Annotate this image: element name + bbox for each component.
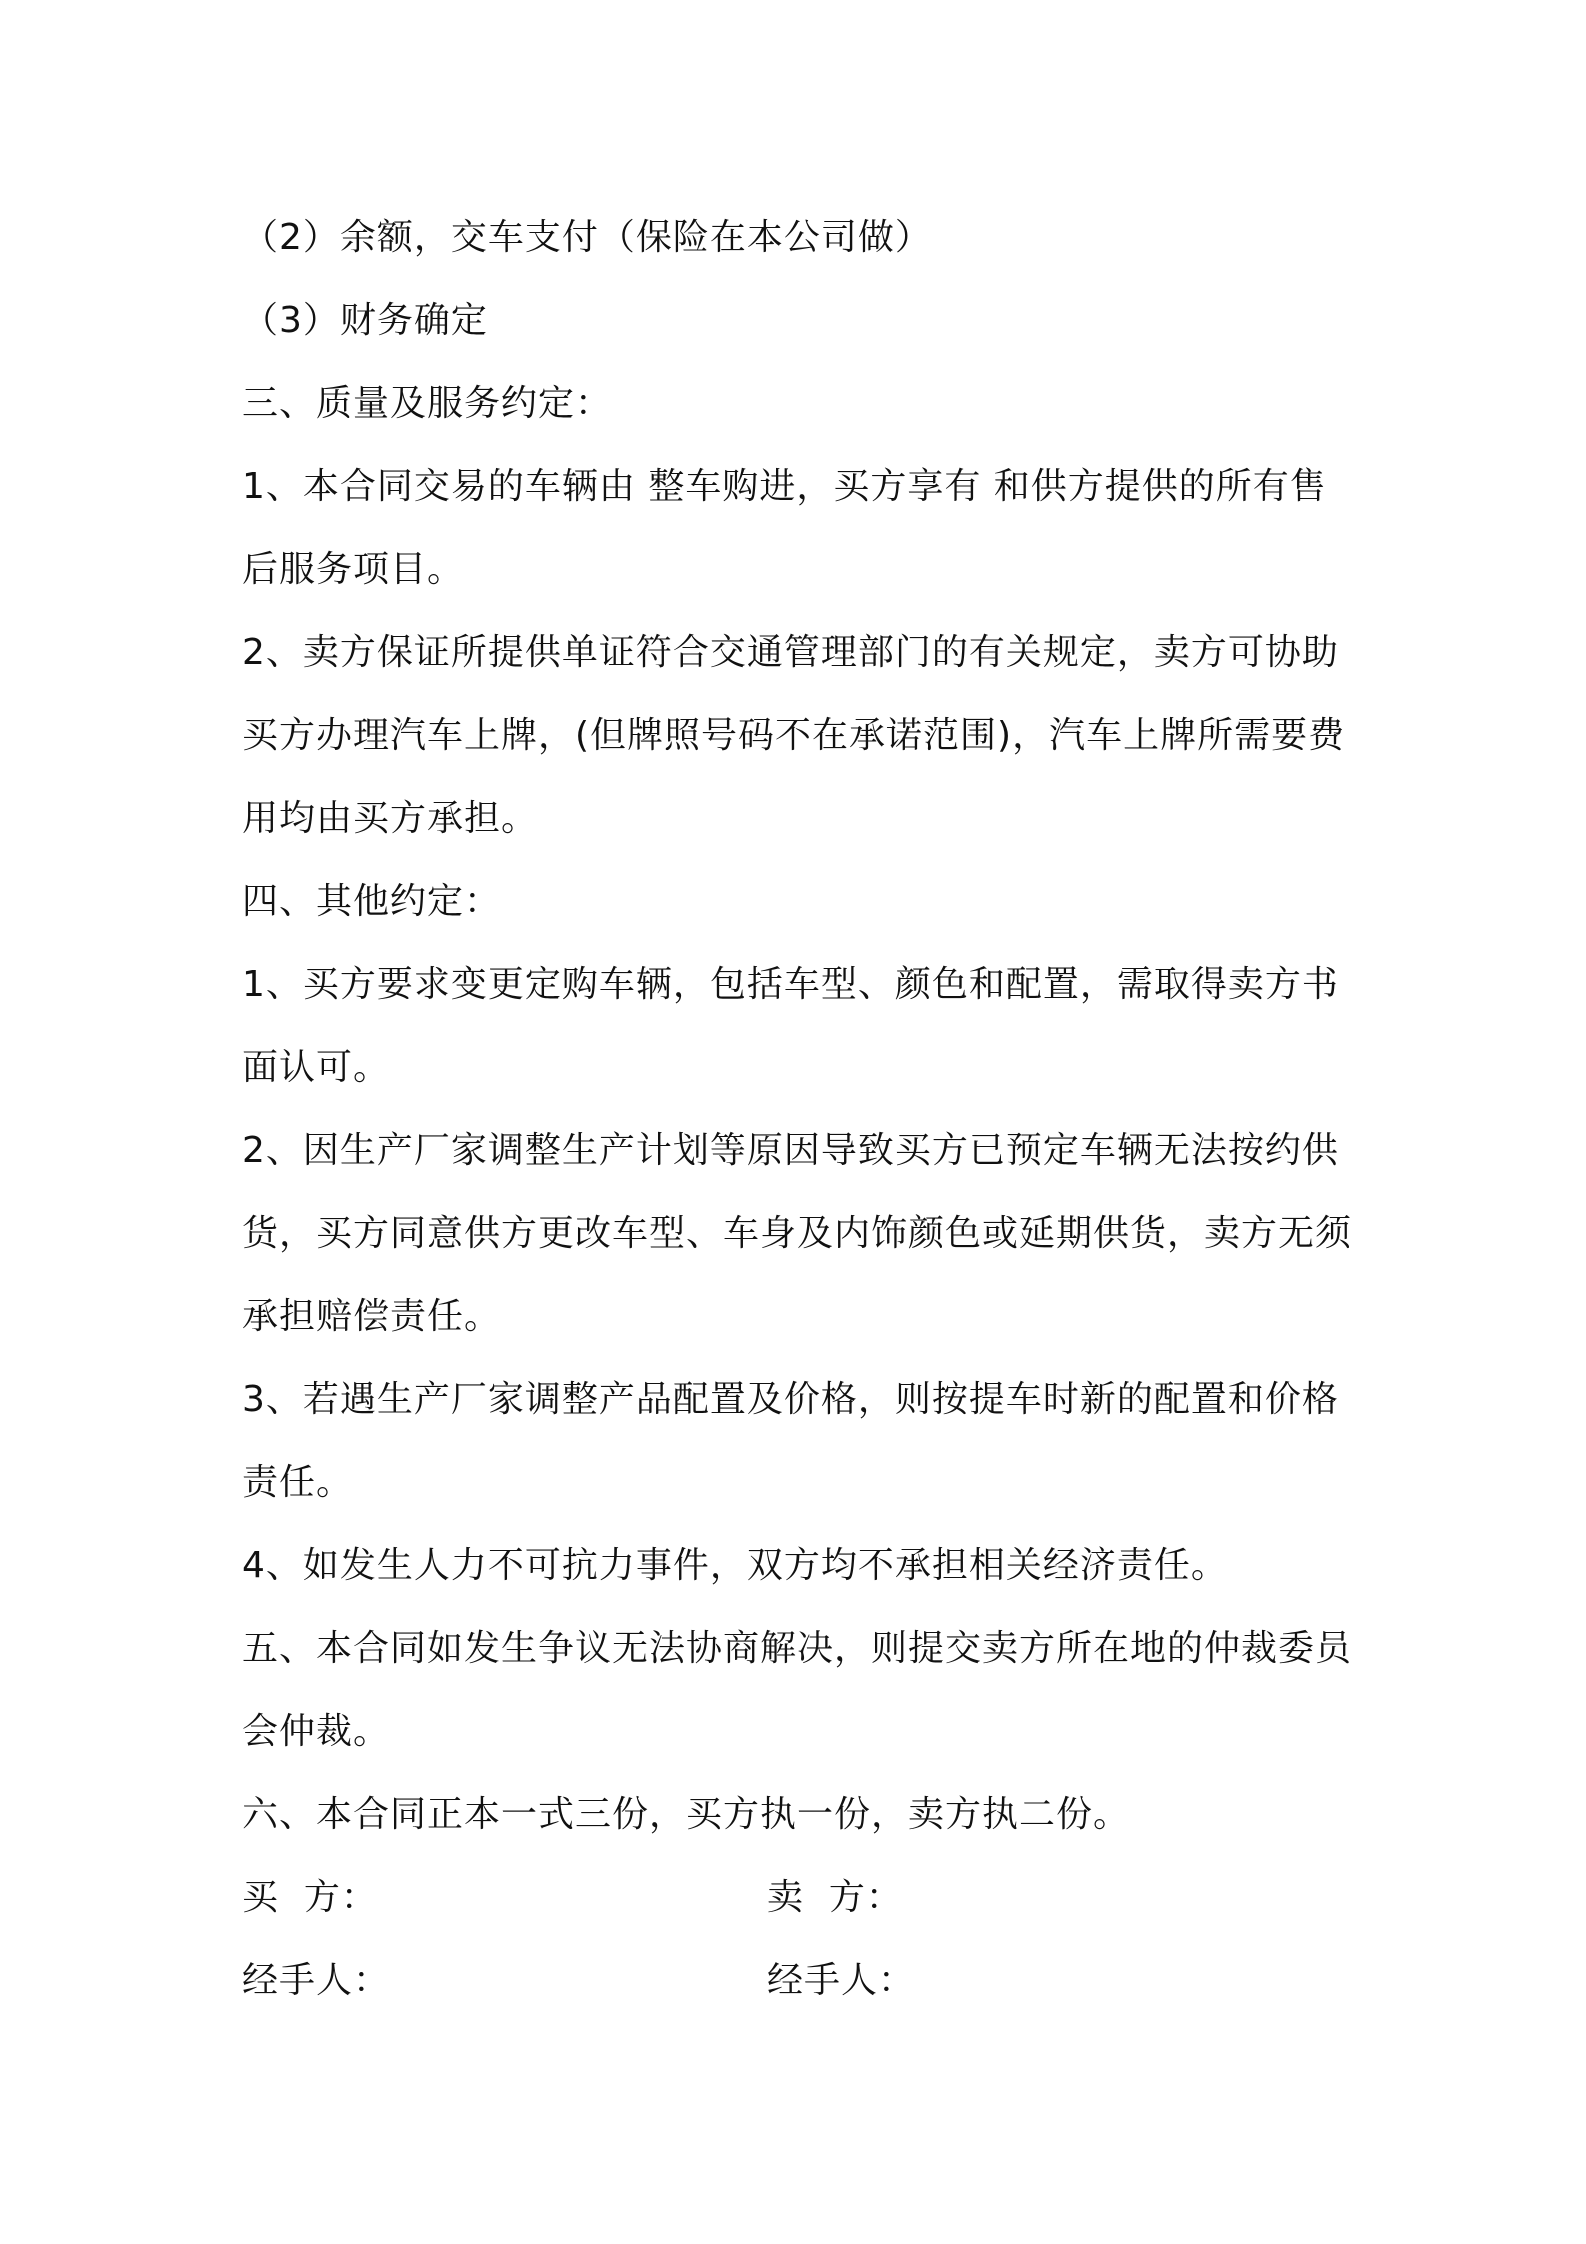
quality-clause-1: 1、本合同交易的车辆由 整车购进，买方享有 和供方提供的所有售后服务项目。 <box>242 466 1327 590</box>
other-clause-4: 4、如发生人力不可抗力事件，双方均不承担相关经济责任。 <box>242 1545 1228 1586</box>
quality-clause-2: 2、卖方保证所提供单证符合交通管理部门的有关规定，卖方可协助买方办理汽车上牌，(但牌照号码不在承诺范围)，汽车上牌所需要费用均由买方承担。 <box>242 632 1346 839</box>
buyer-signature-label: 买 方： <box>242 1877 378 1918</box>
signature-row-parties <box>242 1856 1352 1939</box>
section-copies: 六、本合同正本一式三份，买方执一份，卖方执二份。 <box>242 1794 1131 1835</box>
signature-row-agents <box>242 1939 1352 2022</box>
other-clause-1: 1、买方要求变更定购车辆，包括车型、颜色和配置，需取得卖方书面认可。 <box>242 964 1339 1088</box>
seller-agent-label: 经手人： <box>767 1960 916 2001</box>
other-clause-2: 2、因生产厂家调整生产计划等原因导致买方已预定车辆无法按约供货，买方同意供方更改车型、车身及内饰颜色或延期供货，卖方无须承担赔偿责任。 <box>242 1130 1353 1337</box>
other-clause-3: 3、若遇生产厂家调整产品配置及价格，则按提车时新的配置和价格责任。 <box>242 1379 1339 1503</box>
buyer-agent-label: 经手人： <box>242 1960 391 2001</box>
payment-item-3: （3）财务确定 <box>242 300 488 341</box>
seller-signature-label: 卖 方： <box>767 1877 903 1918</box>
document-body <box>242 196 1352 2022</box>
section-heading-other: 四、其他约定： <box>242 881 502 922</box>
section-heading-quality: 三、质量及服务约定： <box>242 383 613 424</box>
payment-item-2: （2）余额，交车支付（保险在本公司做） <box>242 217 932 258</box>
section-dispute: 五、本合同如发生争议无法协商解决，则提交卖方所在地的仲裁委员会仲裁。 <box>242 1628 1353 1752</box>
